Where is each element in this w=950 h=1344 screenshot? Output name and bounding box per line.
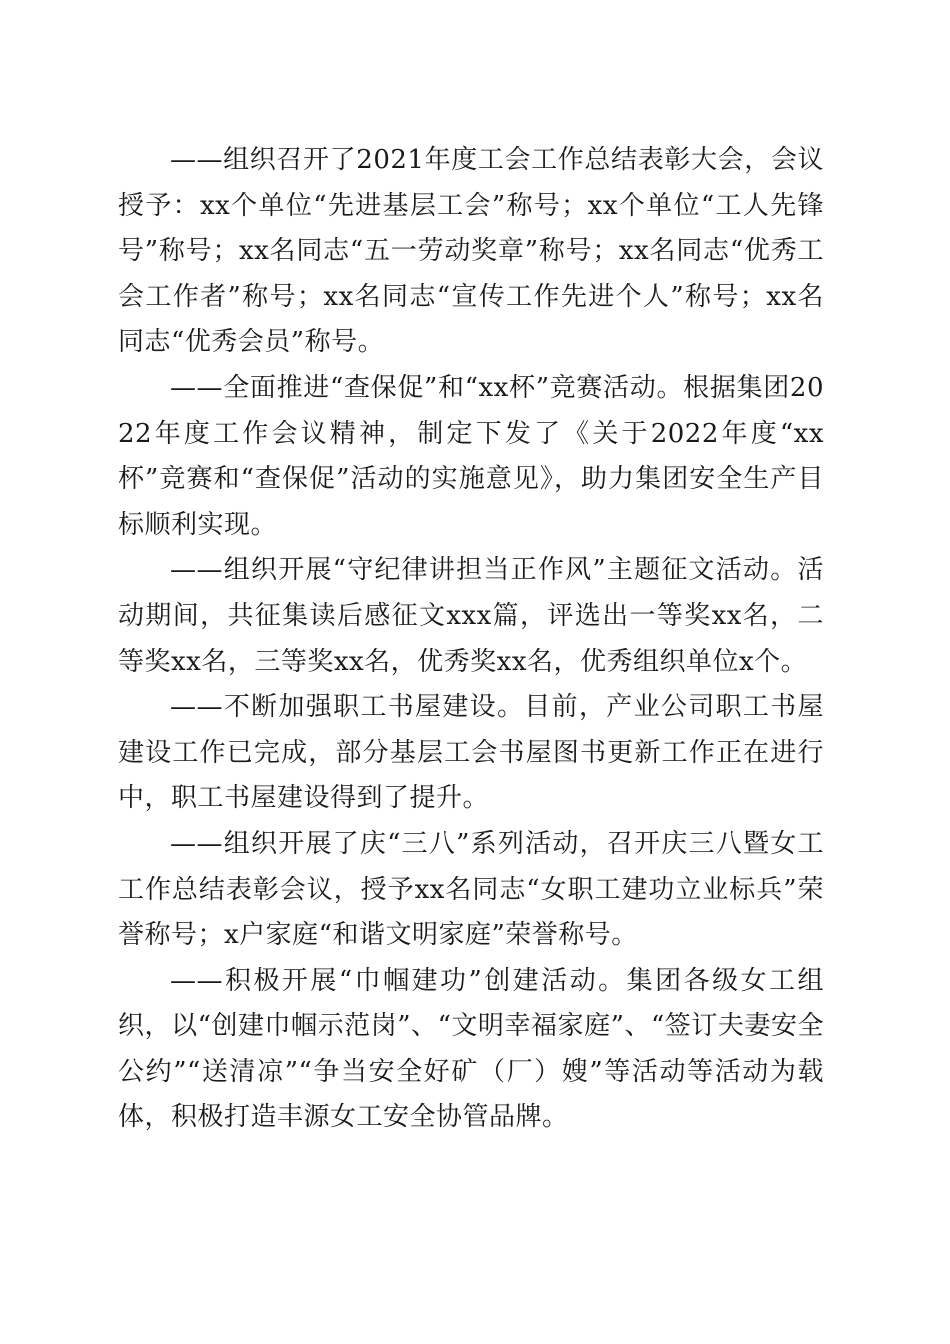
paragraph-reading-room: ——不断加强职工书屋建设。目前，产业公司职工书屋建设工作已完成，部分基层工会书屋图书更新工作正在进行中，职工书屋建设得到了提升。 xyxy=(118,692,824,814)
paragraph-essay-contest: ——组织开展“守纪律讲担当正作风”主题征文活动。活动期间，共征集读后感征文xxx篇，评选出一等奖xx名，二等奖xx名，三等奖xx名，优秀奖xx名，优秀组织单位x个。 xyxy=(118,555,824,677)
document-body xyxy=(118,138,824,1141)
paragraph-women-achievement: ——积极开展“巾帼建功”创建活动。集团各级女工组织，以“创建巾帼示范岗”、“文明幸福家庭”、“签订夫妻安全公约”“送清凉”“争当安全好矿（厂）嫂”等活动等活动为载体，积极打造丰源女工安全协管品牌。 xyxy=(118,965,824,1133)
paragraph-union-commendation: ——组织召开了2021年度工会工作总结表彰大会，会议授予：xx个单位“先进基层工会”称号；xx个单位“工人先锋号”称号；xx名同志“五一劳动奖章”称号；xx名同志“优秀工会工作者”称号；xx名同志“宣传工作先进个人”称号；xx名同志“优秀会员”称号。 xyxy=(118,145,824,358)
paragraph-womens-day: ——组织开展了庆“三八”系列活动，召开庆三八暨女工工作总结表彰会议，授予xx名同志“女职工建功立业标兵”荣誉称号；x户家庭“和谐文明家庭”荣誉称号。 xyxy=(118,828,824,951)
paragraph-competition: ——全面推进“查保促”和“xx杯”竞赛活动。根据集团2022年度工作会议精神，制定下发了《关于2022年度“xx杯”竞赛和“查保促”活动的实施意见》，助力集团安全生产目标顺利实现。 xyxy=(118,372,824,540)
